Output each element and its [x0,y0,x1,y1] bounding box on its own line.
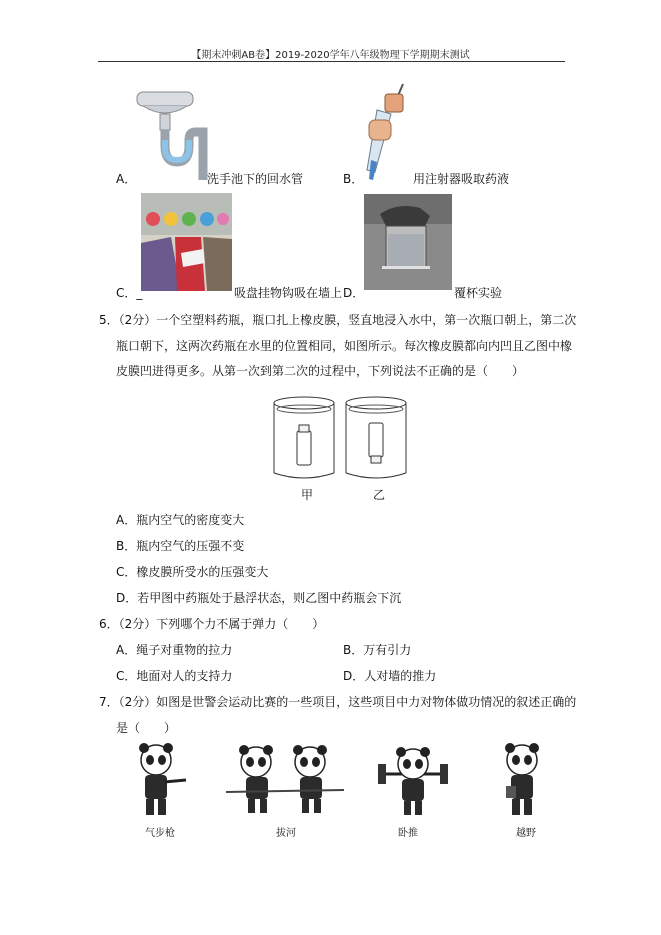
header-divider [98,61,565,62]
q5-option-b: B．瓶内空气的压强不变 [116,539,245,553]
q7-stem-line2: 是（ ） [116,721,177,735]
suction-hooks-figure [141,193,232,291]
q4-option-b-text: 用注射器吸取药液 [413,172,510,186]
q5-figure-label-left: 甲 [301,488,314,502]
q5-option-c: C．橡皮膜所受水的压强变大 [116,565,269,579]
q5-option-a: A．瓶内空气的密度变大 [116,513,245,527]
q5-stem-line1: 5．（2分）一个空塑料药瓶，瓶口扎上橡皮膜，竖直地浸入水中，第一次瓶口朝上，第二次 [99,313,577,327]
q5-stem-line3: 皮膜凹进得更多。从第一次到第二次的过程中，下列说法不正确的是（ ） [116,364,525,378]
sink-trap-figure [133,88,213,184]
panda-air-rifle-figure [130,742,188,822]
q4-option-d-text: 覆杯实验 [454,286,503,300]
q6-option-c: C．地面对人的支持力 [116,669,233,683]
q7-caption-cross-country: 越野 [516,828,536,839]
q5-stem-line2: 瓶口朝下，这两次药瓶在水里的位置相同，如图所示。每次橡皮膜都向内凹且乙图中橡 [116,339,573,353]
q6-option-d: D．人对墙的推力 [343,669,437,683]
q4-option-c-text: 吸盘挂物钩吸在墙上 [234,286,343,300]
q7-stem-line1: 7．（2分）如图是世警会运动比赛的一些项目，这些项目中力对物体做功情况的叙述正确的 [99,695,577,709]
q4-option-b-letter: B． [343,172,364,186]
panda-cross-country-figure [496,742,552,822]
panda-tug-of-war-figure [226,742,344,822]
syringe-figure [363,80,413,184]
q5-option-d: D．若甲图中药瓶处于悬浮状态，则乙图中药瓶会下沉 [116,591,402,605]
q4-option-a-text: 洗手池下的回水管 [207,172,304,186]
page-header: 【期末冲刺AB卷】2019-2020学年八年级物理下学期期末测试 [191,50,470,61]
q7-caption-air-rifle: 气步枪 [145,828,175,839]
q5-figure-label-right: 乙 [373,488,386,502]
q6-option-a: A．绳子对重物的拉力 [116,643,233,657]
q7-caption-tug-of-war: 拔河 [276,828,296,839]
q5-beakers-figure [270,393,410,501]
q4-option-a-letter: A． [116,172,137,186]
panda-bench-press-figure [376,742,450,822]
q4-option-d-letter: D． [343,286,365,300]
q6-option-b: B．万有引力 [343,643,412,657]
q6-stem: 6．（2分）下列哪个力不属于弹力（ ） [99,617,325,631]
inverted-cup-figure [364,194,452,290]
q7-caption-bench-press: 卧推 [398,828,418,839]
q4-option-c-letter: C．_ [116,286,143,300]
